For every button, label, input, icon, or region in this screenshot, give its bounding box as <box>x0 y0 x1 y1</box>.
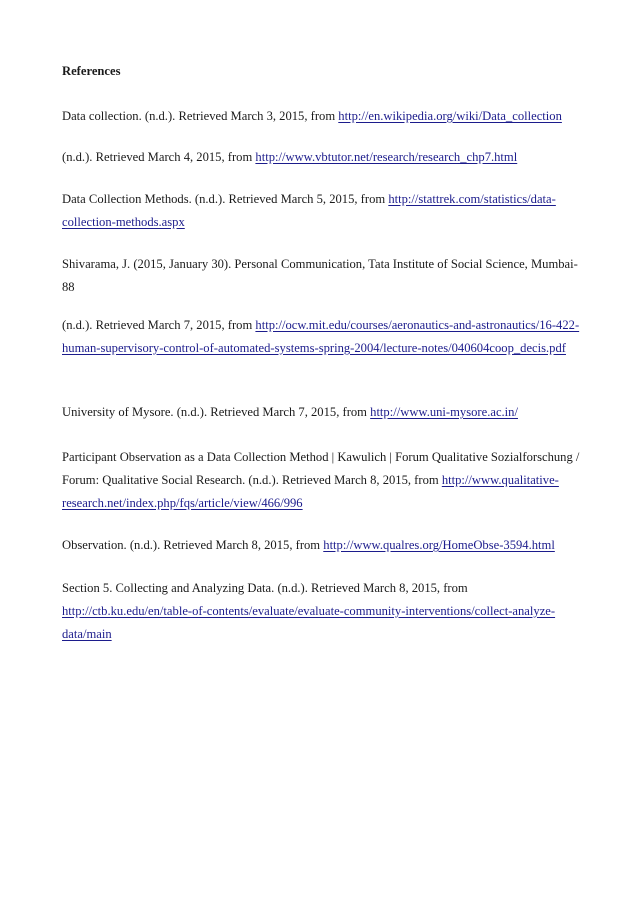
reference-link[interactable]: http://ctb.ku.edu/en/table-of-contents/evaluate/evaluate-community-interventions/collect-analyze-data/main <box>62 603 556 641</box>
reference-entry <box>62 446 582 514</box>
reference-text: Data collection. (n.d.). Retrieved March 3, 2015, from <box>62 109 339 123</box>
reference-text: Data Collection Methods. (n.d.). Retrieved March 5, 2015, from <box>62 192 389 206</box>
reference-entry <box>62 105 582 128</box>
reference-link[interactable]: http://stattrek.com/statistics/data-collection-methods.aspx <box>62 192 556 229</box>
reference-link[interactable]: http://www.qualitative-research.net/index.php/fqs/article/view/466/996 <box>62 472 559 510</box>
reference-entry <box>62 253 582 299</box>
reference-entry <box>62 534 582 557</box>
reference-entry <box>62 401 582 424</box>
reference-link[interactable]: http://ocw.mit.edu/courses/aeronautics-and-astronautics/16-422-human-supervisory-control-of-automated-systems-spring-2004/lecture-notes/040604coop_decis.pdf <box>62 318 580 355</box>
reference-entry <box>62 146 582 169</box>
reference-entry <box>62 314 582 360</box>
reference-text: Participant Observation as a Data Collection Method | Kawulich | Forum Qualitative Sozialforschung / Forum: Qualitative Social Research. (n.d.). Retrieved March 8, 2015, from <box>62 450 580 487</box>
reference-link[interactable]: http://en.wikipedia.org/wiki/Data_collection <box>338 109 562 123</box>
reference-link[interactable]: http://www.qualres.org/HomeObse-3594.html <box>323 538 555 552</box>
reference-link[interactable]: http://www.vbtutor.net/research/research_chp7.html <box>255 150 518 164</box>
reference-text: (n.d.). Retrieved March 4, 2015, from <box>62 150 256 164</box>
reference-link[interactable]: http://www.uni-mysore.ac.in/ <box>370 405 518 419</box>
references-heading: References <box>62 64 121 78</box>
reference-text: (n.d.). Retrieved March 7, 2015, from <box>62 318 256 332</box>
reference-text: Observation. (n.d.). Retrieved March 8, 2015, from <box>62 538 324 552</box>
reference-text: Section 5. Collecting and Analyzing Data. (n.d.). Retrieved March 8, 2015, from <box>62 581 468 595</box>
reference-text: University of Mysore. (n.d.). Retrieved March 7, 2015, from <box>62 405 371 419</box>
reference-entry <box>62 577 582 645</box>
reference-text: Shivarama, J. (2015, January 30). Personal Communication, Tata Institute of Social Science, Mumbai-88 <box>62 257 578 294</box>
reference-entry <box>62 188 582 234</box>
